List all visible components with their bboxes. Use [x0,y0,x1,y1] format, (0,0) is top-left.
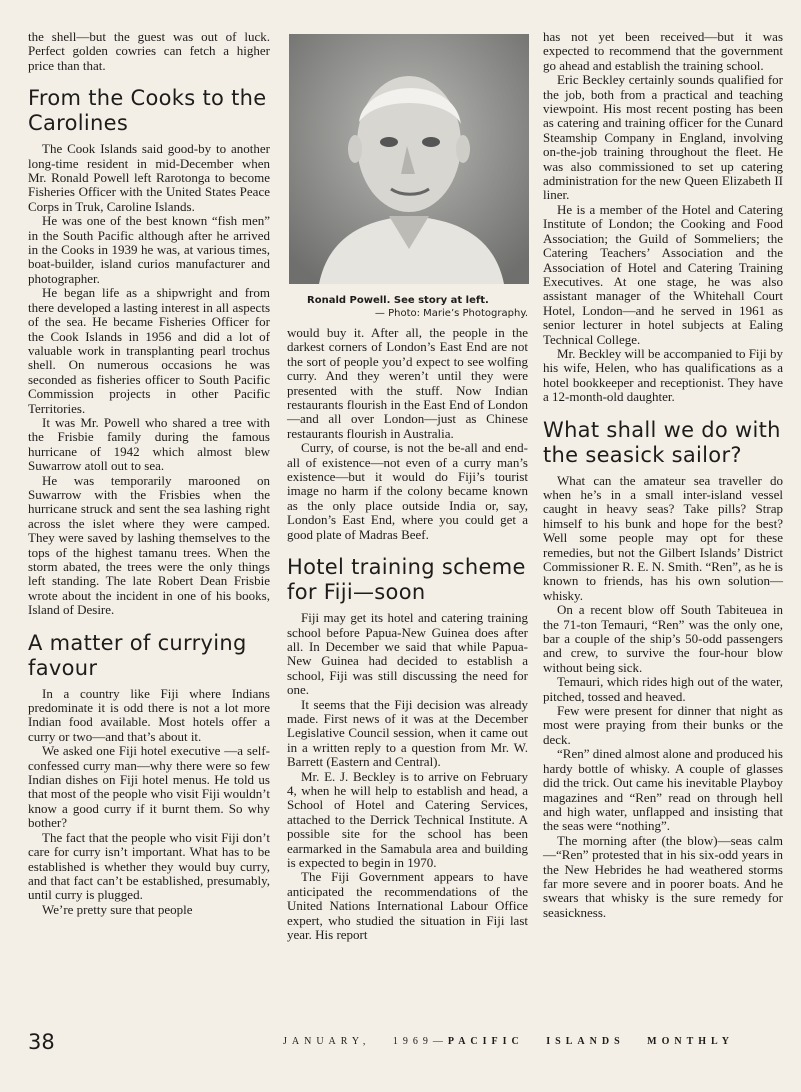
article-paragraph: The morning after (the blow)—seas calm—“Ren” protested that in his six-odd years in the New Hebrides he had weathered storms far more severe and in poorer boats. And he swears that whisky is the sure remedy for seasickness. [543,832,783,920]
article-paragraph: has not yet been received—but it was expected to recommend that the government go ahead and establish the training school. [543,29,783,73]
column-3 [543,30,783,920]
column-1 [28,30,270,917]
page-footer [28,1030,783,1054]
article-paragraph: Mr. E. J. Beckley is to arrive on February 4, when he will help to establish and head, a School of Hotel and Catering Services, attached to the Derrick Technical Institute. A possible site for the school has been earmarked in the Samabula area and building is expected to begin in 1970. [287,768,528,870]
article-paragraph: Curry, of course, is not the be-all and end-all of existence—not even of a curry man’s existence—but it would do Fiji’s tourist image no harm if the colony became known as the only place outside India or, say, London’s East End, where you could get a good plate of Madras Beef. [287,440,528,542]
portrait-illustration [289,34,529,284]
article-paragraph: “Ren” dined almost alone and produced his hardy bottle of whisky. A couple of glasses did the trick. Out came his inevitable Playboy magazines and “Ren” read on through hell and high water, unflapped and insisting that the seas were “nothing”. [543,746,783,834]
article-paragraph: He began life as a shipwright and from there developed a lasting interest in all aspects of the sea. He became Fisheries Officer for the Cook Islands in 1956 and did a lot of valuable work in transplanting pearl trochus shell. On numerous occasions he was seconded as fisheries officer to South Pacific Commission projects in other Pacific Territories. [28,285,270,416]
article-paragraph: We asked one Fiji hotel executive —a self-confessed curry man—why there were so few Indian dishes on Fiji hotel menus. He told us that most of the people who visit Fiji wouldn’t know a good curry if it burnt them. So why bother? [28,743,270,831]
article-paragraph: The fact that the people who visit Fiji don’t care for curry isn’t important. What has to be established is whether they would buy curry, and that fact can’t be established, presumably, until curry is plugged. [28,829,270,903]
article-paragraph: Fiji may get its hotel and catering training school before Papua-New Guinea does after all. In December we said that while Papua-New Guinea had decided to establish a school, Fiji was still discussing the need for one. [287,610,528,698]
article-heading-seasick-sailor: What shall we do with the seasick sailor? [543,417,781,467]
footer-title-monthly: MONTHLY [647,1036,735,1047]
article-paragraph: Mr. Beckley will be accompanied to Fiji by his wife, Helen, who has qualifications as a hotel bookkeeper and receptionist. They have a 12-month-old daughter. [543,345,784,405]
caption-title: Ronald Powell. See story at left. [307,295,489,306]
caption-credit: — Photo: Marie’s Photography. [374,308,528,319]
article-paragraph: In a country like Fiji where Indians predominate it is odd there is not a lot more Indian food available. Most hotels offer a curry or two—and that’s about it. [28,685,270,744]
article-paragraph: On a recent blow off South Tabiteuea in the 71-ton Temauri, “Ren” was the only one, bar a couple of the ship’s 50-odd passengers and crew, to survive the four-hour blow without being sick. [543,602,783,675]
footer-title-pacific: PACIFIC [447,1036,524,1047]
photo-caption [287,294,528,320]
article-paragraph: Few were present for dinner that night as most were praying from their bunks or the deck. [543,703,783,747]
article-heading-cooks-carolines: From the Cooks to the Carolines [28,86,267,136]
article-paragraph: Eric Beckley certainly sounds qualified for the job, both from a practical and teaching viewpoint. His most recent posting has been as catering and training officer for the Cunard Steamship Company in England, involving on-the-job training throughout the fleet. He was also commissioned to set up catering administration for the new Queen Elizabeth II liner. [543,72,783,203]
article-paragraph: He was temporarily marooned on Suwarrow with the Frisbies when the hurricane struck and sent the sea lashing right across the islet where they were camped. They were saved by lashing themselves to the tops of the highest tamanu trees. When the storm abated, the trees were the only things left standing. The late Robert Dean Frisbie wrote about the incident in one of his books, Island of Desire. [28,472,270,618]
article-paragraph: would buy it. After all, the people in the darkest corners of London’s East End are not the sort of people you’d expect to see wolfing curry. And they weren’t until they were presented with the stuff. Now Indian restaurants flourish in the East End of London—and all over London—just as Chinese restaurants flourish in Australia. [287,325,528,441]
article-paragraph: He is a member of the Hotel and Catering Institute of London; the Cooking and Food Association; the Guild of Sommeliers; the Catering Teachers’ Association and the Association of Hotel and Catering Training Executives. At one stage, he was also assistant manager of the Whitehall Court Hotel, London—and he served in 1961 as senior lecturer in hotel subjects at Ealing Technical College. [543,201,783,347]
column-2 [287,30,528,942]
footer-month: JANUARY, [283,1036,371,1047]
footer-title-islands: ISLANDS [546,1036,625,1047]
masthead-running-footer: JANUARY, 1969—PACIFIC ISLANDS MONTHLY [283,1036,735,1047]
article-paragraph: The Fiji Government appears to have anticipated the recommendations of the United Nations International Labour Office expert, who studied the situation in Fiji last year. His report [287,869,528,943]
article-paragraph: It seems that the Fiji decision was already made. First news of it was at the December Legislative Council session, when it came out in a written reply to a question from Mr. W. Barrett (Eastern and Central). [287,696,528,770]
footer-year: 1969 [392,1036,433,1047]
intro-paragraph: the shell—but the guest was out of luck. Perfect golden cowries can fetch a higher price than that. [28,29,270,73]
article-heading-currying-favour: A matter of currying favour [28,630,247,680]
article-paragraph: We’re pretty sure that people [42,901,193,917]
portrait-photo [289,34,529,284]
article-paragraph: It was Mr. Powell who shared a tree with the Frisbie family during the famous hurricane of 1942 which almost blew Suwarrow atoll out to sea. [28,414,270,474]
article-paragraph: He was one of the best known “fish men” in the South Pacific although after he arrived in the Cooks in 1939 he was, at various times, boat-builder, island curios manufacturer and photographer. [28,213,270,286]
page-number: 38 [28,1030,55,1054]
article-heading-hotel-training: Hotel training scheme for Fiji—soon [287,555,526,605]
article-paragraph: Temauri, which rides high out of the water, pitched, tossed and heaved. [543,674,783,704]
article-paragraph: The Cook Islands said good-by to another long-time resident in mid-December when Mr. Ronald Powell left Rarotonga to become Fisheries Officer with the United States Peace Corps in Truk, Caroline Islands. [28,141,270,214]
article-paragraph: What can the amateur sea traveller do when he’s in a small inter-island vessel caught in heavy seas? Take pills? Strap himself to his bunk and hope for the best? Well some people may opt for these remedies, but not the Gilbert Islands’ District Commissioner R. E. N. Smith. “Ren”, as he is known to friends, has his own solution—whisky. [543,472,783,603]
